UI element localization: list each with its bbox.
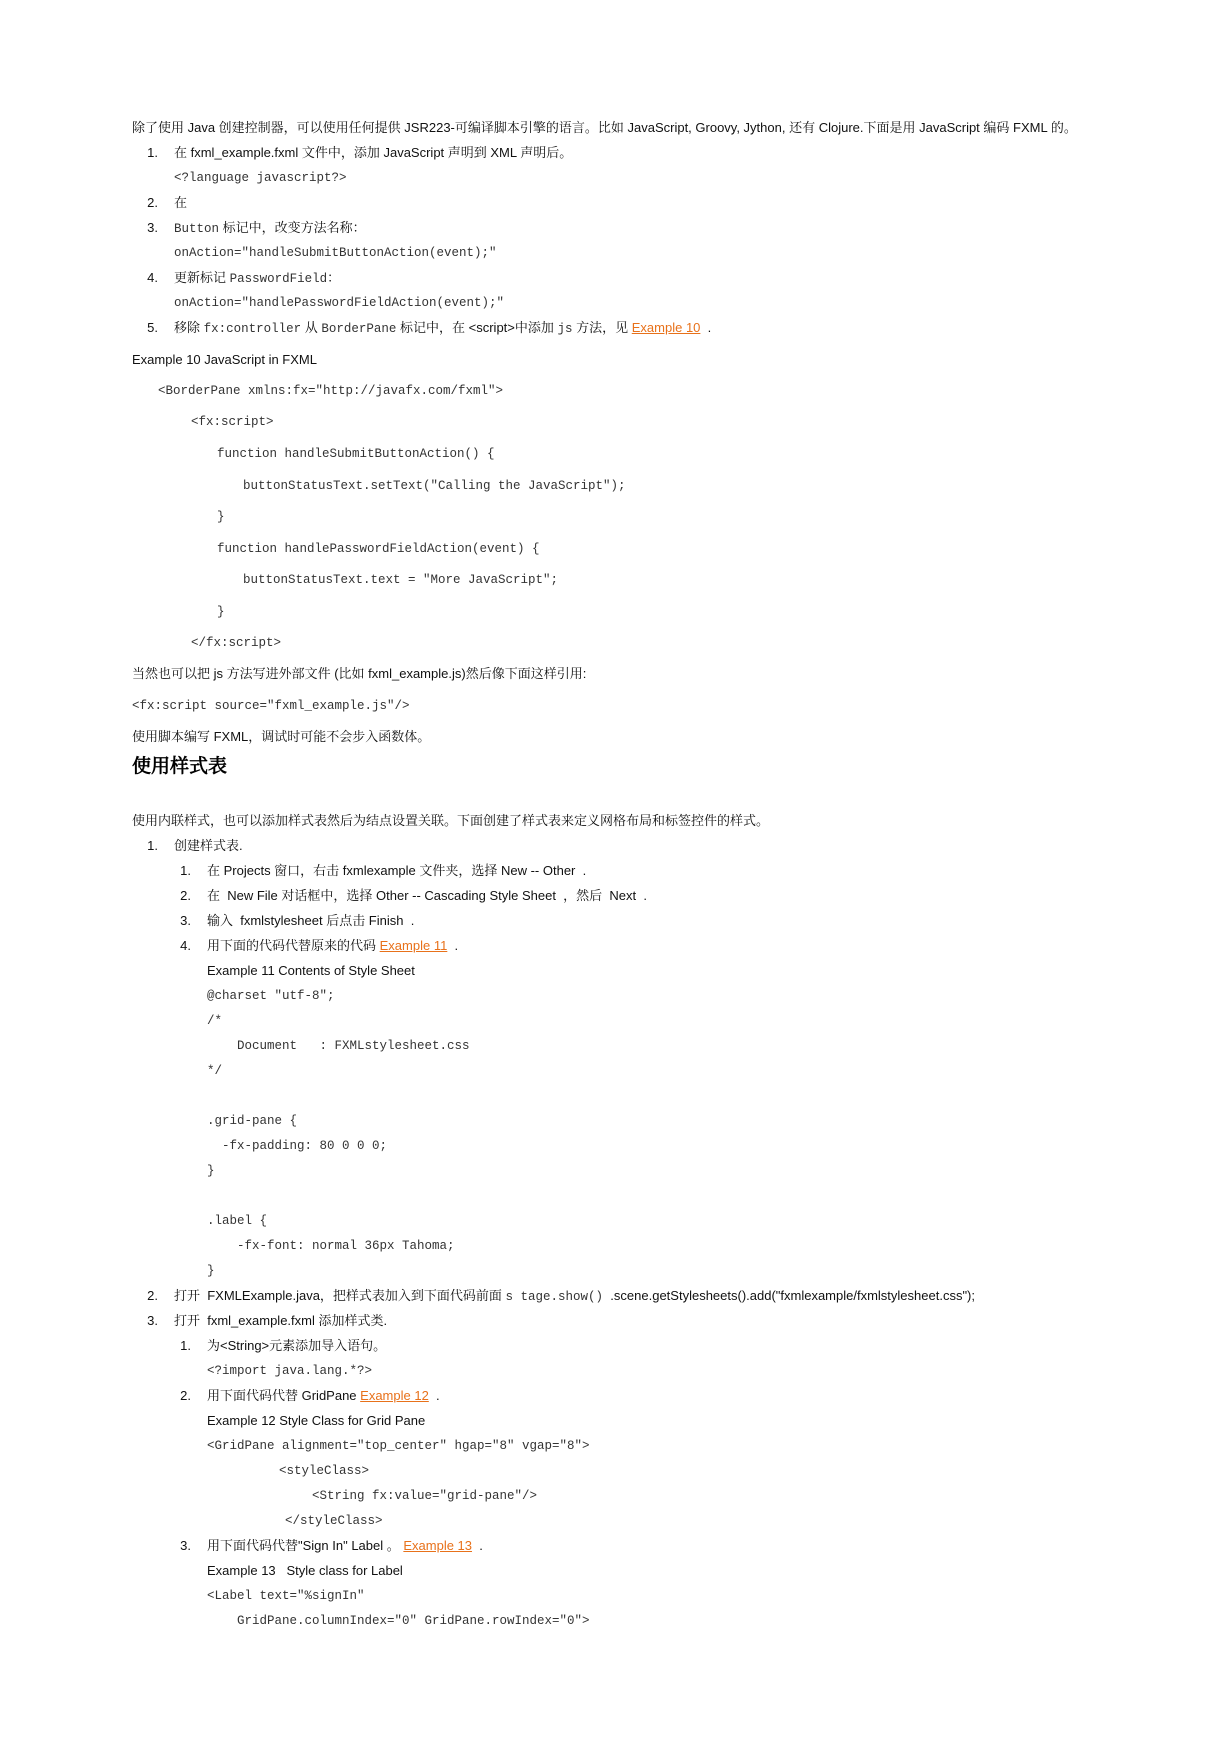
step-text-part: 打开 FXMLExample.java，把样式表加入到下面代码前面 [174, 1288, 506, 1303]
step-number: 4. [147, 270, 158, 285]
step-text-part: 移除 [174, 320, 204, 335]
inline-code: Button [174, 222, 220, 236]
step-number: 5. [147, 320, 158, 335]
step-text [174, 1288, 975, 1305]
substep-text: 为<String>元素添加导入语句。 [207, 1338, 387, 1353]
code-line: -fx-padding: 80 0 0 0; [207, 1139, 388, 1153]
inline-code: fx:controller [203, 322, 302, 336]
step-number: 3. [147, 220, 158, 235]
step-text-part: 标记中，改变方法名称： [219, 220, 366, 235]
step-number: 2. [147, 195, 158, 210]
substep-number: 1. [180, 1338, 191, 1353]
code-line: <GridPane alignment="top_center" hgap="8" vgap="8"> [207, 1439, 590, 1453]
substep-text: 在 New File 对话框中，选择 Other -- Cascading Style Sheet ，然后 Next . [207, 888, 647, 903]
code-line: } [207, 1264, 215, 1278]
substep-text [207, 938, 458, 954]
code-line: GridPane.columnIndex="0" GridPane.rowIndex="0"> [207, 1614, 590, 1628]
example-caption: Example 10 JavaScript in FXML [132, 352, 317, 367]
substep-text [207, 1538, 483, 1554]
step-text: 创建样式表. [174, 838, 243, 853]
example-10-link[interactable]: Example 10 [631, 320, 701, 335]
code-line: </fx:script> [191, 636, 282, 650]
substep-number: 1. [180, 863, 191, 878]
code-line: onAction="handleSubmitButtonAction(event);" [174, 246, 497, 260]
step-number: 2. [147, 1288, 158, 1303]
step-number: 1. [147, 145, 158, 160]
intro-paragraph: 除了使用 Java 创建控制器，可以使用任何提供 JSR223-可编译脚本引擎的语言。比如 JavaScript, Groovy, Jython, 还有 Clojure.下面是用 JavaScript 编码 FXML 的。 [132, 120, 1077, 135]
step-text-part: . [700, 320, 712, 335]
code-line: -fx-font: normal 36px Tahoma; [207, 1239, 455, 1253]
step-text-part: 标记中，在 <script>中添加 [396, 320, 558, 335]
code-line: */ [207, 1064, 223, 1078]
step-text-part: ： [327, 270, 341, 285]
example-caption: Example 11 Contents of Style Sheet [207, 963, 415, 978]
code-line: <styleClass> [279, 1464, 370, 1478]
step-text-part: 更新标记 [174, 270, 230, 285]
step-text: 在 [174, 195, 188, 210]
substep-text-part: 用下面代码代替 GridPane [207, 1388, 361, 1403]
example-caption: Example 13 Style class for Label [207, 1563, 403, 1578]
code-line: } [217, 510, 225, 524]
code-line: </styleClass> [285, 1514, 383, 1528]
code-line: } [207, 1164, 215, 1178]
step-text [174, 220, 366, 237]
paragraph: 使用脚本编写 FXML，调试时可能不会步入函数体。 [132, 729, 431, 744]
step-text [174, 270, 340, 287]
inline-code: s tage.show() [505, 1290, 604, 1304]
step-number: 1. [147, 838, 158, 853]
code-line: <Label text="%signIn" [207, 1589, 365, 1603]
section-heading: 使用样式表 [132, 756, 228, 777]
code-line: .grid-pane { [207, 1114, 298, 1128]
code-line: function handleSubmitButtonAction() { [217, 447, 495, 461]
code-line: @charset "utf-8"; [207, 989, 335, 1003]
substep-number: 2. [180, 1388, 191, 1403]
example-12-link[interactable]: Example 12 [360, 1388, 429, 1403]
substep-text: 在 Projects 窗口，右击 fxmlexample 文件夹，选择 New -- Other . [207, 863, 587, 878]
step-text [174, 320, 711, 337]
substep-text: 输入 fxmlstylesheet 后点击 Finish . [207, 913, 415, 928]
substep-text [207, 1388, 440, 1404]
example-caption: Example 12 Style Class for Grid Pane [207, 1413, 426, 1428]
step-text: 在 fxml_example.fxml 文件中，添加 JavaScript 声明到 XML 声明后。 [174, 145, 573, 160]
code-line: buttonStatusText.text = "More JavaScript"; [243, 573, 559, 587]
example-11-link[interactable]: Example 11 [379, 938, 448, 953]
inline-code: PasswordField [229, 272, 328, 286]
paragraph: 当然也可以把 js 方法写进外部文件 (比如 fxml_example.js)然后像下面这样引用: [132, 666, 587, 681]
code-line: <fx:script> [191, 415, 274, 429]
code-line: buttonStatusText.setText("Calling the JavaScript"); [243, 479, 626, 493]
substep-number: 3. [180, 913, 191, 928]
code-line: function handlePasswordFieldAction(event) { [217, 542, 540, 556]
inline-code: BorderPane [321, 322, 397, 336]
example-13-link[interactable]: Example 13 [403, 1538, 473, 1553]
step-text-part: 方法，见 [572, 320, 632, 335]
step-text-part: .scene.getStylesheets().add("fxmlexample/fxmlstylesheet.css"); [603, 1288, 975, 1303]
code-line: <String fx:value="grid-pane"/> [312, 1489, 538, 1503]
code-line: <?import java.lang.*?> [207, 1364, 373, 1378]
substep-text-part: 用下面的代码代替原来的代码 [207, 938, 380, 953]
code-line: <fx:script source="fxml_example.js"/> [132, 699, 410, 713]
code-line: .label { [207, 1214, 268, 1228]
code-line: <?language javascript?> [174, 171, 347, 185]
code-line: onAction="handlePasswordFieldAction(event);" [174, 296, 505, 310]
substep-number: 2. [180, 888, 191, 903]
code-line: <BorderPane xmlns:fx="http://javafx.com/fxml"> [158, 384, 504, 398]
step-text: 打开 fxml_example.fxml 添加样式类. [174, 1313, 388, 1328]
paragraph: 使用内联样式，也可以添加样式表然后为结点设置关联。下面创建了样式表来定义网格布局和标签控件的样式。 [132, 813, 770, 828]
substep-text-part: . [447, 938, 459, 953]
substep-text-part: . [472, 1538, 483, 1553]
code-line: /* [207, 1014, 223, 1028]
inline-code: js [557, 322, 573, 336]
substep-text-part: . [428, 1388, 440, 1403]
code-line: } [217, 605, 225, 619]
substep-number: 4. [180, 938, 191, 953]
step-number: 3. [147, 1313, 158, 1328]
step-text-part: 从 [301, 320, 322, 335]
substep-number: 3. [180, 1538, 191, 1553]
code-line: Document : FXMLstylesheet.css [207, 1039, 470, 1053]
substep-text-part: 用下面代码代替"Sign In" Label 。 [207, 1538, 404, 1553]
